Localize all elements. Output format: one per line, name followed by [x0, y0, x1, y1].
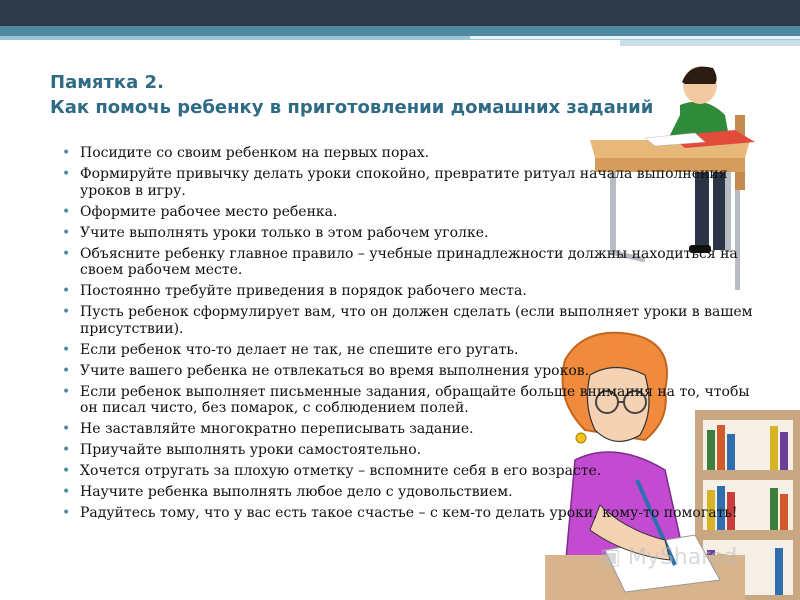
list-item: • Учите вашего ребенка не отвлекаться во время выполнения уроков. — [50, 363, 770, 380]
list-item: • Объясните ребенку главное правило – учебные принадлежности должны находиться на своем рабочем месте. — [50, 246, 770, 279]
list-item: • Формируйте привычку делать уроки спокойно, превратите ритуал начала выполнения уроков в игру. — [50, 166, 770, 199]
header-bar — [0, 0, 800, 26]
tips-list — [50, 145, 770, 526]
list-item: • Если ребенок что-то делает не так, не спешите его ругать. — [50, 342, 770, 359]
list-item: • Если ребенок выполняет письменные задания, обращайте больше внимания на то, чтобы он писал чисто, без помарок, с соблюдением полей. — [50, 384, 770, 417]
header-stripe-highlight — [470, 36, 800, 39]
list-item: • Пусть ребенок сформулирует вам, что он должен сделать (если выполняет уроки в вашем присутствии). — [50, 304, 770, 337]
list-item: • Посидите со своим ребенком на первых порах. — [50, 145, 770, 162]
header-stripe-accent — [620, 40, 800, 46]
list-item: • Радуйтесь тому, что у вас есть такое счастье – с кем-то делать уроки, кому-то помогать! — [50, 505, 770, 522]
title-line-1: Памятка 2. — [50, 72, 164, 93]
list-item: • Постоянно требуйте приведения в порядок рабочего места. — [50, 283, 770, 300]
slide-title — [50, 70, 653, 120]
title-line-2: Как помочь ребенку в приготовлении домашних заданий — [50, 97, 654, 118]
watermark — [600, 545, 737, 570]
list-item: • Приучайте выполнять уроки самостоятельно. — [50, 442, 770, 459]
header-stripe — [0, 26, 800, 36]
projector-icon: ▣ — [600, 545, 621, 570]
watermark-text: MyShared — [627, 545, 738, 570]
list-item: • Учите выполнять уроки только в этом рабочем уголке. — [50, 225, 770, 242]
list-item: • Хочется отругать за плохую отметку – вспомните себя в его возрасте. — [50, 463, 770, 480]
list-item: • Оформите рабочее место ребенка. — [50, 204, 770, 221]
list-item: • Не заставляйте многократно переписывать задание. — [50, 421, 770, 438]
list-item: • Научите ребенка выполнять любое дело с удовольствием. — [50, 484, 770, 501]
